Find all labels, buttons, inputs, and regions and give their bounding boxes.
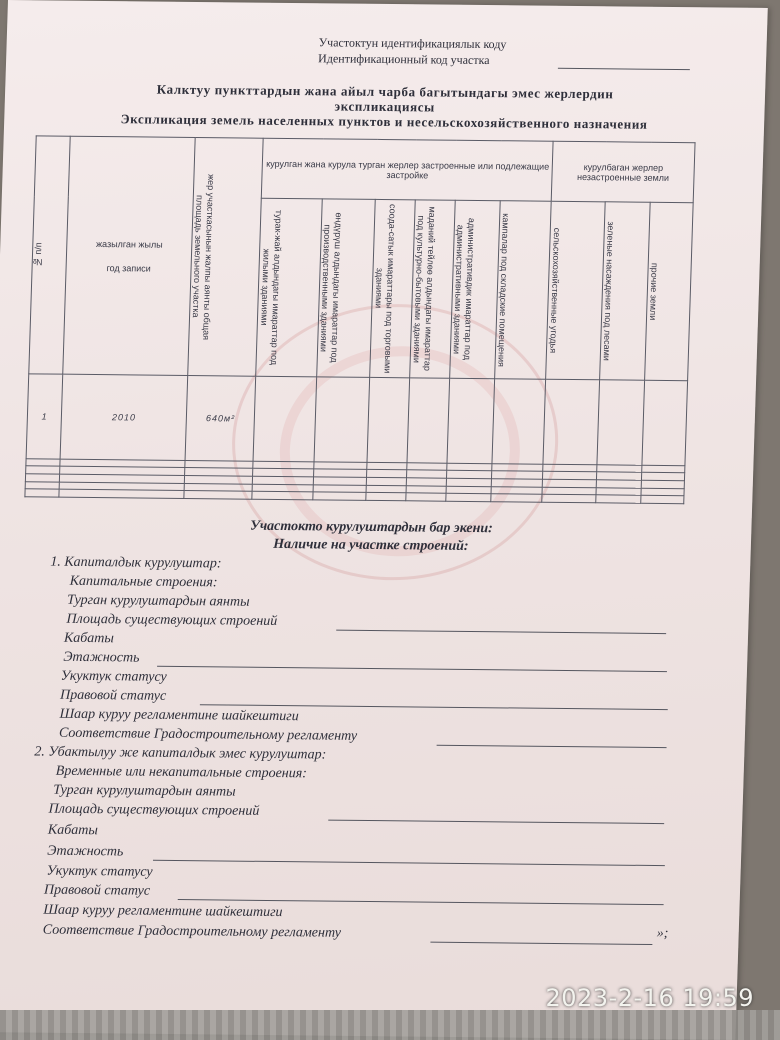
s2-reg-ky: Шаар куруу регламентине шайкештиги (43, 902, 283, 921)
header-num: № п/п (29, 136, 71, 374)
buildings-title-ky: Участокто курулуштардын бар экени: (249, 518, 494, 537)
photo-timestamp: 2023-2-16 19:59 (545, 984, 754, 1012)
header-sub-green: зеленые насаждения под лесами (599, 202, 650, 380)
header-sub-trade: соода-сатык имараттары под торговыми зданиями (370, 199, 415, 377)
table-row (26, 374, 687, 465)
header-year-ru: год записи (106, 262, 151, 274)
s1-area-ky: Турган курулуштардын аянты (66, 592, 250, 610)
s1-reg-ky: Шаар куруу регламентине шайкештиги (59, 706, 299, 725)
s2-floors-ru: Этажность (47, 843, 124, 860)
s1-area-ru: Площадь существующих строений (66, 611, 278, 629)
s1-status-ru: Правовой статус (59, 687, 167, 704)
explication-table (24, 135, 695, 504)
header-year (63, 136, 195, 375)
row-1-num: 1 (26, 374, 63, 459)
id-code-label-ru: Идентификационный код участка (317, 51, 490, 68)
page-edge-background (0, 1010, 780, 1040)
s2-reg-field (430, 942, 652, 945)
s1-area-field (336, 630, 666, 634)
s2-floors-ky: Кабаты (47, 822, 99, 839)
header-sub-cultural: маданий тейлөө алдындагы имараттар под культурно-бытовыми зданиями (410, 200, 455, 378)
section-1-ru: Капитальные строения: (69, 573, 218, 591)
section-2-ky: 2. Убактылуу же капиталдык эмес курулуштар: (34, 744, 327, 763)
section-2-ru: Временные или некапитальные строения: (55, 763, 308, 782)
title-line-1: Калктуу пункттардын жана айыл чарба багытындагы эмес жерлердин (156, 81, 614, 102)
s1-floors-ru: Этажность (63, 649, 140, 666)
s1-reg-ru: Соответствие Градостроительному регламенту (58, 725, 358, 744)
s2-area-ky: Турган курулуштардын аянты (52, 782, 236, 800)
title-line-2: экспликациясы (334, 98, 436, 115)
section-1-ky: 1. Капиталдык курулуштар: (50, 554, 222, 572)
s2-area-field (328, 820, 664, 825)
s1-floors-field (157, 666, 667, 672)
header-sub-admin: административдик имараттар под административными зданиями (449, 200, 500, 378)
row-1-area: 640м² (185, 375, 256, 460)
header-year-ky: жазылган жылы (95, 238, 163, 250)
header-area: жер участкасынын жалпы аянты общая площадь земельного участка (188, 137, 264, 376)
id-code-label-ky: Участоктун идентификациялык коду (318, 35, 507, 52)
s2-floors-field (153, 860, 665, 866)
header-sub-industrial: өндүрүш алдындагы имараттар под производственными зданиями (316, 199, 375, 378)
s2-status-ky: Укуктук статусу (46, 863, 153, 880)
header-sub-residential: турак-жай алдындагы имараттар под жилыми зданиями (256, 198, 322, 377)
row-1-year: 2010 (60, 374, 187, 460)
header-sub-warehouse: кампалар под складские помещения (494, 201, 551, 380)
id-code-field (558, 68, 690, 70)
end-mark: »; (656, 926, 669, 942)
s2-status-ru: Правовой статус (43, 882, 151, 899)
title-line-3: Экспликация земель населенных пунктов и несельскохозяйственного назначения (120, 111, 648, 132)
header-sub-agri: сельскохозяйственные угодья (546, 201, 605, 380)
s1-floors-ky: Кабаты (63, 630, 115, 647)
s2-area-ru: Площадь существующих строений (48, 801, 260, 819)
header-sub-other: прочие земли (645, 202, 694, 380)
s1-status-ky: Укуктук статусу (60, 668, 167, 685)
buildings-title-ru: Наличие на участке строений: (272, 536, 469, 554)
header-group-unbuilt: курулбаган жерлер незастроенные земли (551, 141, 695, 202)
header-group-built: курулган жана курула турган жерлер застроенные или подлежащие застройке (262, 138, 554, 201)
s2-reg-ru: Соответствие Градостроительному регламенту (42, 922, 342, 941)
s1-reg-field (437, 745, 667, 748)
